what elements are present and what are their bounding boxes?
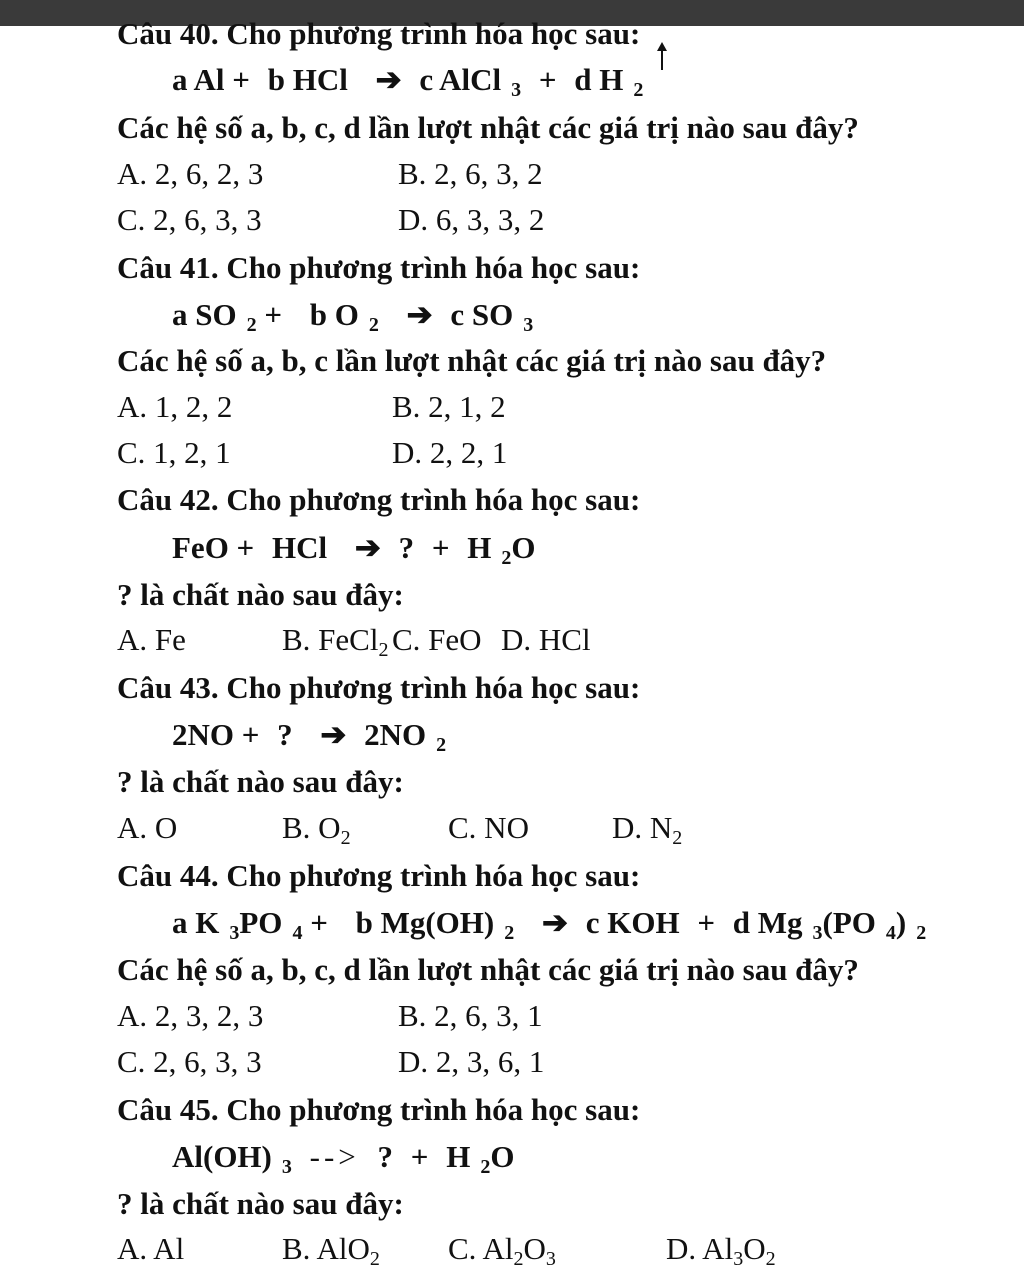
- q45-title: Câu 45. Cho phương trình hóa học sau:: [117, 1092, 641, 1127]
- q41-option-b[interactable]: B. 2, 1, 2: [392, 389, 506, 424]
- q40-option-c[interactable]: C. 2, 6, 3, 3: [117, 202, 262, 237]
- q43-title: Câu 43. Cho phương trình hóa học sau:: [117, 670, 641, 705]
- reaction-arrow-icon: ➔: [320, 717, 347, 752]
- q42-equation: FeO + HCl ➔ ? + H $_2$O: [172, 530, 536, 569]
- q44-option-d[interactable]: D. 2, 3, 6, 1: [398, 1044, 545, 1079]
- q44-prompt: Các hệ số a, b, c, d lần lượt nhật các giá trị nào sau đây?: [117, 952, 859, 987]
- q44-equation: a K $_3$PO $_4$ + b Mg(OH) $_2$ ➔ c KOH + d Mg $_3$(PO $_4$) $_2$: [172, 905, 927, 944]
- q42-title: Câu 42. Cho phương trình hóa học sau:: [117, 482, 641, 517]
- q45-prompt: ? là chất nào sau đây:: [117, 1186, 404, 1221]
- q44-option-b[interactable]: B. 2, 6, 3, 1: [398, 998, 543, 1033]
- q40-prompt: Các hệ số a, b, c, d lần lượt nhật các giá trị nào sau đây?: [117, 110, 859, 145]
- reaction-arrow-icon: ➔: [406, 297, 433, 332]
- q44-option-a[interactable]: A. 2, 3, 2, 3: [117, 998, 264, 1033]
- q45-option-c[interactable]: C. $Al_2O_3$: [448, 1231, 556, 1270]
- q45-option-d[interactable]: D. $Al_3O_2$: [666, 1231, 776, 1270]
- q42-prompt: ? là chất nào sau đây:: [117, 577, 404, 612]
- q41-option-a[interactable]: A. 1, 2, 2: [117, 389, 233, 424]
- q43-equation: 2NO + ? ➔ 2NO $_2$: [172, 717, 447, 756]
- q41-equation: a SO $_2$ + b O $_2$ ➔ c SO $_3$: [172, 297, 534, 336]
- q42-option-a[interactable]: A. Fe: [117, 622, 186, 657]
- q41-option-d[interactable]: D. 2, 2, 1: [392, 435, 508, 470]
- q44-option-c[interactable]: C. 2, 6, 3, 3: [117, 1044, 262, 1079]
- q45-option-b[interactable]: B. AlO$_2$: [282, 1231, 380, 1270]
- q41-prompt: Các hệ số a, b, c lần lượt nhật các giá trị nào sau đây?: [117, 343, 827, 378]
- q42-option-d[interactable]: D. HCl: [501, 622, 591, 657]
- q43-option-c[interactable]: C. NO: [448, 810, 529, 845]
- q40-option-a[interactable]: A. 2, 6, 2, 3: [117, 156, 264, 191]
- q40-equation: a Al + b HCl ➔ c AlCl $_3$ + d H $_2$: [172, 62, 644, 101]
- q40-option-d[interactable]: D. 6, 3, 3, 2: [398, 202, 545, 237]
- q43-option-d[interactable]: D. $N_2$: [612, 810, 683, 849]
- gas-up-arrow-icon: [652, 42, 672, 72]
- q41-title: Câu 41. Cho phương trình hóa học sau:: [117, 250, 641, 285]
- q43-option-a[interactable]: A. O: [117, 810, 178, 845]
- q43-option-b[interactable]: B. $O_2$: [282, 810, 351, 849]
- reaction-arrow-icon: ➔: [541, 905, 568, 940]
- reaction-arrow-icon: ➔: [354, 530, 381, 565]
- reaction-arrow-icon: ➔: [375, 62, 402, 97]
- q43-prompt: ? là chất nào sau đây:: [117, 764, 404, 799]
- q40-option-b[interactable]: B. 2, 6, 3, 2: [398, 156, 543, 191]
- q40-title: Câu 40. Cho phương trình hóa học sau:: [117, 16, 641, 51]
- dashed-arrow: -->: [309, 1139, 360, 1174]
- q44-title: Câu 44. Cho phương trình hóa học sau:: [117, 858, 641, 893]
- q42-option-c[interactable]: C. FeO: [392, 622, 482, 657]
- q45-equation: Al(OH) $_3$ --> ? + H $_2$O: [172, 1139, 515, 1178]
- q41-option-c[interactable]: C. 1, 2, 1: [117, 435, 231, 470]
- q45-option-a[interactable]: A. Al: [117, 1231, 185, 1266]
- q42-option-b[interactable]: B. FeCl$_2$: [282, 622, 389, 661]
